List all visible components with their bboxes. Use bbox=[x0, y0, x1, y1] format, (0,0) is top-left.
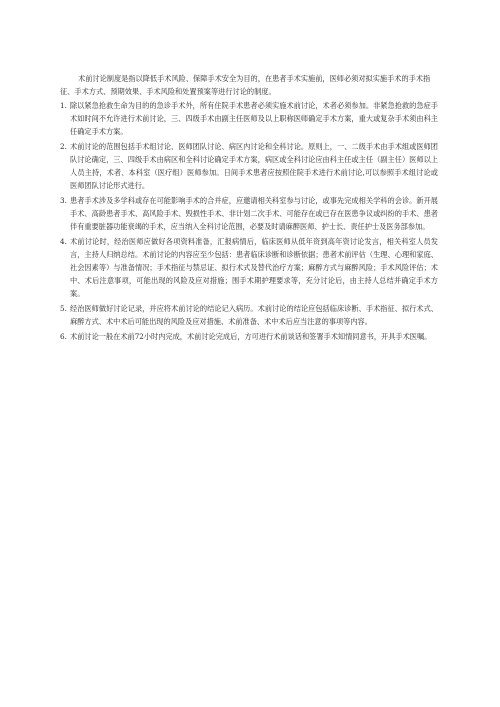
item-number: 4. bbox=[60, 237, 67, 246]
item-number: 5. bbox=[60, 304, 67, 313]
item-text: 经治医师做好讨论记录，并应将术前讨论的结论记入病历。术前讨论的结论应包括临床诊断、手术指征、拟行术式、麻醉方式、术中术后可能出现的风险及应对措施、术前准备、术中术后应当注意的事项等内容。 bbox=[70, 304, 438, 326]
document-body bbox=[60, 72, 438, 345]
list-item bbox=[60, 140, 438, 192]
list-item bbox=[60, 235, 438, 300]
item-text: 术前讨论一般在术前72小时内完成，术前讨论完成后，方可进行术前谈话和签署手术知情同意书，开具手术医嘱。 bbox=[70, 332, 432, 341]
list-item bbox=[60, 302, 438, 328]
item-number: 2. bbox=[60, 142, 67, 151]
list-item bbox=[60, 99, 438, 138]
item-text: 术前讨论时，经治医师应做好各项资料准备，汇报病情后，临床医师从低年资到高年资讨论发言，相关科室人员发言，主持人归纳总结。术前讨论的内容应至少包括：患者临床诊断和诊断依据；患者术前评估（生理、心理和家庭、社会因素等）与准备情况；手术指征与禁忌证、拟行术式及替代治疗方案；麻醉方式与麻醉风险；手术风险评估；术中、术后注意事项，可能出现的风险及应对措施；围手术期护理要求等，充分讨论后，由主持人总结并确定手术方案。 bbox=[70, 237, 438, 298]
item-text: 除以紧急抢救生命为目的的急诊手术外，所有住院手术患者必须实施术前讨论，术者必须参加。非紧急抢救的急症手术如时间不允许进行术前讨论，三、四级手术由副主任医师及以上职称医师确定手术方案，重大或复杂手术须由科主任确定手术方案。 bbox=[70, 101, 438, 136]
item-text: 术前讨论的范围包括手术组讨论、医师团队讨论、病区内讨论和全科讨论。原则上，一、二级手术由手术组或医师团队讨论确定，三、四级手术由病区和全科讨论确定手术方案，病区或全科讨论应由科主任或主任（副主任）医师以上人员主持，术者、本科室（医疗组）医师参加。日间手术患者应按照住院手术进行术前讨论,可以参照手术组讨论或医师团队讨论形式进行。 bbox=[70, 142, 438, 190]
item-text: 患者手术涉及多学科或存在可能影响手术的合并症，应邀请相关科室参与讨论，或事先完成相关学科的会诊。新开展手术、高龄患者手术、高风险手术、毁损性手术、非计划二次手术、可能存在或已存在医患争议或纠纷的手术、患者伴有重要脏器功能衰竭的手术，应当纳入全科讨论范围，必要及时请麻醉医师、护士长、责任护士及医务部参加。 bbox=[70, 196, 438, 231]
list-item bbox=[60, 194, 438, 233]
list-item bbox=[60, 330, 438, 343]
intro-paragraph: 术前讨论制度是指以降低手术风险、保障手术安全为目的，在患者手术实施前，医师必须对拟实施手术的手术指征、手术方式、预期效果、手术风险和处置预案等进行讨论的制度。 bbox=[60, 74, 431, 96]
item-number: 3. bbox=[60, 196, 67, 205]
item-number: 6. bbox=[60, 332, 67, 341]
item-number: 1. bbox=[60, 101, 67, 110]
